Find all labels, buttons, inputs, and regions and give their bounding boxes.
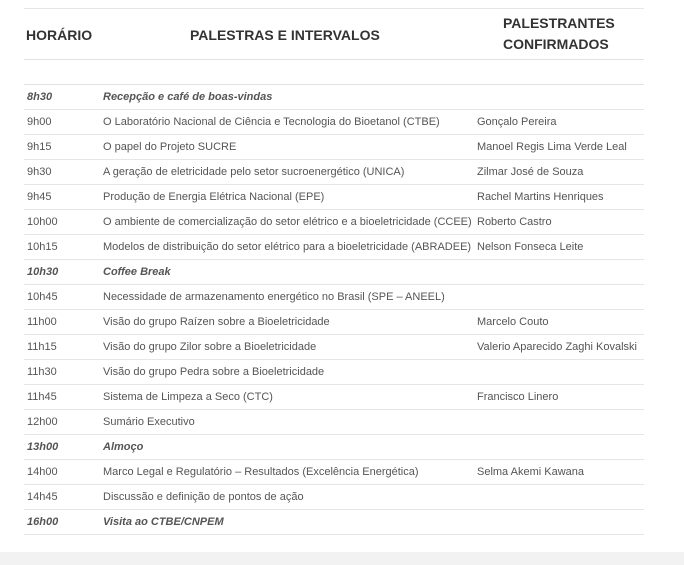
time-cell: 8h30 [27, 91, 53, 103]
speaker-name: Selma Akemi Kawana [477, 466, 584, 478]
talk-title: O ambiente de comercialização do setor elétrico e a bioeletricidade (CCEE) [103, 216, 472, 228]
speaker-name: Manoel Regis Lima Verde Leal [477, 141, 627, 153]
table-row [24, 310, 644, 335]
schedule-table [24, 8, 644, 535]
time-cell: 11h00 [27, 316, 57, 328]
header-spacer-row [24, 60, 644, 85]
time-cell: 10h00 [27, 216, 58, 228]
time-cell: 9h30 [27, 166, 52, 178]
talk-title: Sistema de Limpeza a Seco (CTC) [103, 391, 273, 403]
speaker-name: Gonçalo Pereira [477, 116, 557, 128]
talk-title: A geração de eletricidade pelo setor sucroenergético (UNICA) [103, 166, 405, 178]
talk-title: Discussão e definição de pontos de ação [103, 491, 304, 503]
time-cell: 10h15 [27, 241, 58, 253]
speaker-name: Marcelo Couto [477, 316, 549, 328]
speaker-name: Francisco Linero [477, 391, 559, 403]
table-row [24, 210, 644, 235]
table-row [24, 185, 644, 210]
table-row [24, 285, 644, 310]
speaker-name: Valerio Aparecido Zaghi Kovalski [477, 341, 637, 353]
break-row [24, 435, 644, 460]
talk-title: O Laboratório Nacional de Ciência e Tecnologia do Bioetanol (CTBE) [103, 116, 440, 128]
header-speakers: PALESTRANTES CONFIRMADOS [503, 15, 615, 52]
table-row [24, 335, 644, 360]
header-time: HORÁRIO [26, 27, 93, 43]
break-row [24, 510, 644, 535]
table-header [24, 9, 644, 60]
break-label: Visita ao CTBE/CNPEM [103, 516, 224, 528]
talk-title: O papel do Projeto SUCRE [103, 141, 237, 153]
time-cell: 12h00 [27, 416, 58, 428]
time-cell: 10h45 [27, 291, 58, 303]
time-cell: 16h00 [27, 516, 59, 528]
speaker-name: Nelson Fonseca Leite [477, 241, 584, 253]
table-row [24, 385, 644, 410]
break-label: Recepção e café de boas-vindas [103, 91, 273, 103]
table-row [24, 110, 644, 135]
time-cell: 9h45 [27, 191, 52, 203]
talk-title: Visão do grupo Raízen sobre a Bioeletricidade [103, 316, 330, 328]
table-row [24, 135, 644, 160]
talk-title: Marco Legal e Regulatório – Resultados (Excelência Energética) [103, 466, 419, 478]
speaker-name: Rachel Martins Henriques [477, 191, 604, 203]
talk-title: Modelos de distribuição do setor elétrico para a bioeletricidade (ABRADEE) [103, 241, 472, 253]
break-label: Coffee Break [103, 266, 171, 278]
break-row [24, 260, 644, 285]
time-cell: 11h30 [27, 366, 57, 378]
time-cell: 11h15 [27, 341, 57, 353]
table-row [24, 160, 644, 185]
break-label: Almoço [103, 441, 144, 453]
page-footer-band [0, 552, 684, 565]
table-row [24, 410, 644, 435]
talk-title: Produção de Energia Elétrica Nacional (EPE) [103, 191, 325, 203]
speaker-name: Roberto Castro [477, 216, 552, 228]
time-cell: 9h15 [27, 141, 52, 153]
table-row [24, 235, 644, 260]
break-row [24, 85, 644, 110]
talk-title: Sumário Executivo [103, 416, 195, 428]
table-row [24, 485, 644, 510]
time-cell: 13h00 [27, 441, 59, 453]
talk-title: Visão do grupo Pedra sobre a Bioeletricidade [103, 366, 325, 378]
time-cell: 14h45 [27, 491, 58, 503]
time-cell: 14h00 [27, 466, 58, 478]
table-row [24, 360, 644, 385]
time-cell: 11h45 [27, 391, 57, 403]
table-row [24, 460, 644, 485]
talk-title: Necessidade de armazenamento energético no Brasil (SPE – ANEEL) [103, 291, 445, 303]
talk-title: Visão do grupo Zilor sobre a Bioeletricidade [103, 341, 317, 353]
header-talks: PALESTRAS E INTERVALOS [190, 27, 380, 43]
time-cell: 9h00 [27, 116, 52, 128]
time-cell: 10h30 [27, 266, 59, 278]
speaker-name: Zilmar José de Souza [477, 166, 584, 178]
schedule-rows [24, 85, 644, 535]
